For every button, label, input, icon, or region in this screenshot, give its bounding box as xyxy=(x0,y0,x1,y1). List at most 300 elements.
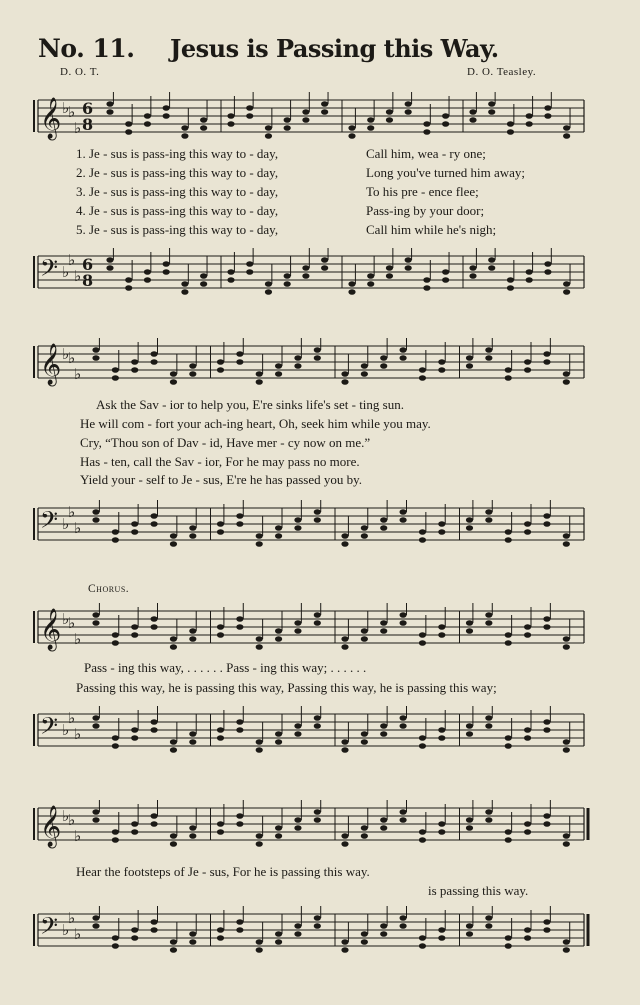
note-head xyxy=(246,261,253,267)
note-head xyxy=(380,363,387,369)
note-head xyxy=(217,367,224,373)
note-head xyxy=(466,825,473,831)
system-1-bass-staff xyxy=(0,248,640,300)
note-head xyxy=(563,739,570,745)
note-head xyxy=(236,513,243,519)
note-head xyxy=(163,261,170,267)
note-head xyxy=(314,915,321,921)
note-head xyxy=(469,117,476,123)
flat-icon: ♭ xyxy=(74,725,82,743)
system-3-treble-staff xyxy=(0,603,640,655)
note-head xyxy=(485,715,492,721)
note-head xyxy=(380,825,387,831)
note-head xyxy=(341,541,348,547)
note-head xyxy=(112,529,119,535)
note-head xyxy=(189,739,196,745)
note-head xyxy=(294,923,301,929)
note-head xyxy=(170,371,177,377)
note-head xyxy=(469,109,476,115)
note-head xyxy=(150,813,157,819)
note-head xyxy=(256,747,263,753)
treble-clef-icon: 𝄞 xyxy=(40,344,62,385)
verse-1-line-b: Call him, wea - ry one; xyxy=(366,146,486,161)
note-head xyxy=(438,624,445,630)
note-head xyxy=(256,379,263,385)
hymn-title: Jesus is Passing this Way. xyxy=(170,34,499,63)
note-head xyxy=(380,723,387,729)
note-head xyxy=(544,261,551,267)
note-head xyxy=(543,624,550,630)
note-head xyxy=(367,273,374,279)
note-head xyxy=(314,355,321,361)
flat-icon: ♭ xyxy=(68,709,76,727)
note-head xyxy=(236,927,243,933)
note-head xyxy=(294,731,301,737)
note-head xyxy=(466,525,473,531)
note-head xyxy=(275,525,282,531)
note-head xyxy=(92,915,99,921)
note-head xyxy=(405,109,412,115)
note-head xyxy=(419,735,426,741)
note-head xyxy=(131,735,138,741)
note-head xyxy=(131,935,138,941)
note-head xyxy=(275,371,282,377)
note-head xyxy=(544,113,551,119)
note-head xyxy=(256,841,263,847)
note-head xyxy=(524,727,531,733)
chorus-line-bass: Passing this way, he is passing this way, Passing this way, he is passing this way; xyxy=(76,680,497,695)
verse-2-line-c: He will com - fort your ach-ing heart, Oh, seek him while you may. xyxy=(80,416,431,431)
note-head xyxy=(294,517,301,523)
note-head xyxy=(399,809,406,815)
note-head xyxy=(505,367,512,373)
note-head xyxy=(361,636,368,642)
note-head xyxy=(227,121,234,127)
note-head xyxy=(419,829,426,835)
note-head xyxy=(150,616,157,622)
note-head xyxy=(125,277,132,283)
flat-icon: ♭ xyxy=(74,630,82,648)
note-head xyxy=(163,105,170,111)
note-head xyxy=(112,837,119,843)
note-head xyxy=(524,367,531,373)
note-head xyxy=(348,125,355,131)
note-head xyxy=(302,109,309,115)
bass-clef-icon: 𝄢 xyxy=(40,506,59,539)
note-head xyxy=(485,612,492,618)
note-head xyxy=(341,379,348,385)
note-head xyxy=(131,632,138,638)
flat-icon: ♭ xyxy=(62,610,70,628)
note-head xyxy=(275,636,282,642)
note-head xyxy=(507,285,514,291)
note-head xyxy=(438,521,445,527)
note-head xyxy=(399,923,406,929)
note-head xyxy=(469,273,476,279)
note-head xyxy=(314,620,321,626)
note-head xyxy=(367,117,374,123)
note-head xyxy=(380,525,387,531)
note-head xyxy=(438,529,445,535)
note-head xyxy=(265,133,272,139)
note-head xyxy=(163,269,170,275)
note-head xyxy=(341,841,348,847)
time-signature-top: 6 xyxy=(82,255,94,274)
note-head xyxy=(438,935,445,941)
note-head xyxy=(314,347,321,353)
note-head xyxy=(125,121,132,127)
note-head xyxy=(217,735,224,741)
flat-icon: ♭ xyxy=(68,503,76,521)
note-head xyxy=(341,947,348,953)
note-head xyxy=(438,727,445,733)
note-head xyxy=(302,273,309,279)
note-head xyxy=(284,273,291,279)
note-head xyxy=(442,277,449,283)
note-head xyxy=(112,943,119,949)
flat-icon: ♭ xyxy=(74,267,82,285)
note-head xyxy=(405,265,412,271)
note-head xyxy=(170,636,177,642)
note-head xyxy=(236,359,243,365)
note-head xyxy=(150,513,157,519)
note-head xyxy=(563,133,570,139)
note-head xyxy=(275,739,282,745)
verse-4-line-a: 4. Je - sus is pass-ing this way to - day, xyxy=(76,203,279,218)
note-head xyxy=(423,285,430,291)
note-head xyxy=(112,632,119,638)
note-head xyxy=(125,129,132,135)
music-credit: D. O. Teasley. xyxy=(467,66,537,78)
flat-icon: ♭ xyxy=(68,349,76,367)
note-head xyxy=(92,723,99,729)
note-head xyxy=(341,747,348,753)
system-3-bass-staff xyxy=(0,706,640,758)
note-head xyxy=(217,727,224,733)
flat-icon: ♭ xyxy=(62,345,70,363)
note-head xyxy=(563,947,570,953)
note-head xyxy=(150,624,157,630)
note-head xyxy=(488,101,495,107)
note-head xyxy=(485,347,492,353)
note-head xyxy=(524,935,531,941)
note-head xyxy=(92,612,99,618)
note-head xyxy=(380,931,387,937)
note-head xyxy=(563,939,570,945)
note-head xyxy=(543,616,550,622)
flat-icon: ♭ xyxy=(68,909,76,927)
note-head xyxy=(419,935,426,941)
note-head xyxy=(563,125,570,131)
note-head xyxy=(170,747,177,753)
flat-icon: ♭ xyxy=(68,103,76,121)
note-head xyxy=(131,829,138,835)
note-head xyxy=(399,612,406,618)
note-head xyxy=(150,359,157,365)
note-head xyxy=(294,620,301,626)
note-head xyxy=(314,923,321,929)
note-head xyxy=(170,947,177,953)
verse-2-line-b: Long you've turned him away; xyxy=(366,165,526,180)
note-head xyxy=(526,113,533,119)
treble-clef-icon: 𝄞 xyxy=(40,609,62,650)
note-head xyxy=(200,281,207,287)
note-head xyxy=(524,359,531,365)
note-head xyxy=(294,723,301,729)
note-head xyxy=(189,833,196,839)
note-head xyxy=(112,537,119,543)
note-head xyxy=(236,624,243,630)
note-head xyxy=(106,265,113,271)
note-head xyxy=(361,533,368,539)
note-head xyxy=(543,719,550,725)
flat-icon: ♭ xyxy=(68,614,76,632)
note-head xyxy=(256,739,263,745)
note-head xyxy=(217,821,224,827)
note-head xyxy=(485,723,492,729)
note-head xyxy=(275,628,282,634)
note-head xyxy=(524,821,531,827)
note-head xyxy=(563,841,570,847)
note-head xyxy=(275,931,282,937)
flat-icon: ♭ xyxy=(74,827,82,845)
note-head xyxy=(524,624,531,630)
note-head xyxy=(386,273,393,279)
note-head xyxy=(92,517,99,523)
note-head xyxy=(563,371,570,377)
verse-1-line-a: 1. Je - sus is pass-ing this way to - day, xyxy=(76,146,279,161)
note-head xyxy=(256,371,263,377)
note-head xyxy=(524,829,531,835)
verse-3-line-a: 3. Je - sus is pass-ing this way to - day, xyxy=(76,184,279,199)
note-head xyxy=(419,743,426,749)
note-head xyxy=(294,825,301,831)
note-head xyxy=(284,281,291,287)
note-head xyxy=(563,833,570,839)
note-head xyxy=(505,735,512,741)
note-head xyxy=(466,923,473,929)
note-head xyxy=(466,363,473,369)
note-head xyxy=(170,833,177,839)
note-head xyxy=(361,833,368,839)
note-head xyxy=(405,101,412,107)
system-2-treble-staff xyxy=(0,338,640,390)
note-head xyxy=(348,281,355,287)
note-head xyxy=(399,817,406,823)
note-head xyxy=(170,841,177,847)
note-head xyxy=(302,265,309,271)
note-head xyxy=(505,529,512,535)
note-head xyxy=(380,517,387,523)
note-head xyxy=(485,355,492,361)
note-head xyxy=(314,612,321,618)
note-head xyxy=(341,939,348,945)
note-head xyxy=(485,817,492,823)
note-head xyxy=(505,743,512,749)
note-head xyxy=(543,813,550,819)
note-head xyxy=(386,265,393,271)
note-head xyxy=(131,529,138,535)
system-4-treble-staff xyxy=(0,800,640,852)
note-head xyxy=(217,632,224,638)
note-head xyxy=(341,739,348,745)
system-4-bass-staff xyxy=(0,906,640,958)
note-head xyxy=(524,632,531,638)
note-head xyxy=(543,927,550,933)
time-signature-bottom: 8 xyxy=(82,115,94,134)
note-head xyxy=(488,109,495,115)
note-head xyxy=(321,257,328,263)
note-head xyxy=(361,939,368,945)
note-head xyxy=(361,525,368,531)
note-head xyxy=(507,277,514,283)
note-head xyxy=(423,129,430,135)
note-head xyxy=(563,541,570,547)
note-head xyxy=(563,747,570,753)
note-head xyxy=(189,939,196,945)
note-head xyxy=(200,117,207,123)
note-head xyxy=(314,715,321,721)
note-head xyxy=(524,735,531,741)
note-head xyxy=(361,825,368,831)
note-head xyxy=(399,723,406,729)
note-head xyxy=(112,743,119,749)
note-head xyxy=(236,919,243,925)
note-head xyxy=(246,105,253,111)
note-head xyxy=(314,517,321,523)
note-head xyxy=(284,117,291,123)
note-head xyxy=(92,923,99,929)
note-head xyxy=(485,923,492,929)
note-head xyxy=(419,367,426,373)
note-head xyxy=(236,719,243,725)
note-head xyxy=(314,723,321,729)
note-head xyxy=(217,529,224,535)
note-head xyxy=(419,837,426,843)
note-head xyxy=(543,727,550,733)
note-head xyxy=(112,640,119,646)
note-head xyxy=(284,125,291,131)
bass-clef-icon: 𝄢 xyxy=(40,254,59,287)
note-head xyxy=(348,133,355,139)
note-head xyxy=(543,359,550,365)
note-head xyxy=(524,529,531,535)
words-credit: D. O. T. xyxy=(60,66,100,78)
note-head xyxy=(256,636,263,642)
note-head xyxy=(112,735,119,741)
note-head xyxy=(563,379,570,385)
note-head xyxy=(200,273,207,279)
note-head xyxy=(163,113,170,119)
note-head xyxy=(438,359,445,365)
note-head xyxy=(419,375,426,381)
final-line-soprano: Hear the footsteps of Je - sus, For he is passing this way. xyxy=(76,864,370,879)
note-head xyxy=(131,624,138,630)
flat-icon: ♭ xyxy=(62,99,70,117)
note-head xyxy=(505,537,512,543)
note-head xyxy=(181,125,188,131)
note-head xyxy=(438,367,445,373)
note-head xyxy=(469,265,476,271)
note-head xyxy=(256,939,263,945)
note-head xyxy=(466,355,473,361)
note-head xyxy=(92,715,99,721)
note-head xyxy=(217,359,224,365)
note-head xyxy=(399,620,406,626)
flat-icon: ♭ xyxy=(68,811,76,829)
note-head xyxy=(92,509,99,515)
verse-1-line-c: Ask the Sav - ior to help you, E're sinks life's set - ting sun. xyxy=(96,397,404,412)
note-head xyxy=(217,624,224,630)
note-head xyxy=(361,363,368,369)
note-head xyxy=(181,133,188,139)
note-head xyxy=(505,943,512,949)
note-head xyxy=(563,281,570,287)
verse-5-line-c: Yield your - self to Je - sus, E're he has passed you by. xyxy=(80,472,363,487)
note-head xyxy=(131,367,138,373)
note-head xyxy=(150,821,157,827)
note-head xyxy=(348,289,355,295)
note-head xyxy=(380,817,387,823)
note-head xyxy=(314,817,321,823)
note-head xyxy=(150,927,157,933)
note-head xyxy=(294,363,301,369)
flat-icon: ♭ xyxy=(74,519,82,537)
treble-clef-icon: 𝄞 xyxy=(40,806,62,847)
note-head xyxy=(442,269,449,275)
note-head xyxy=(321,109,328,115)
note-head xyxy=(265,125,272,131)
flat-icon: ♭ xyxy=(62,921,70,939)
note-head xyxy=(485,517,492,523)
note-head xyxy=(341,636,348,642)
note-head xyxy=(438,821,445,827)
note-head xyxy=(265,289,272,295)
note-head xyxy=(236,521,243,527)
note-head xyxy=(341,644,348,650)
note-head xyxy=(505,935,512,941)
note-head xyxy=(150,719,157,725)
note-head xyxy=(466,620,473,626)
note-head xyxy=(485,915,492,921)
hymn-number: No. 11. xyxy=(38,34,135,63)
note-head xyxy=(227,277,234,283)
note-head xyxy=(294,817,301,823)
note-head xyxy=(217,829,224,835)
note-head xyxy=(543,513,550,519)
note-head xyxy=(131,927,138,933)
note-head xyxy=(112,367,119,373)
bass-clef-icon: 𝄢 xyxy=(40,712,59,745)
chorus-line-soprano: Pass - ing this way, . . . . . . Pass - ing this way; . . . . . . xyxy=(84,660,367,675)
note-head xyxy=(505,375,512,381)
note-head xyxy=(92,817,99,823)
note-head xyxy=(399,915,406,921)
note-head xyxy=(524,927,531,933)
note-head xyxy=(189,628,196,634)
note-head xyxy=(150,727,157,733)
note-head xyxy=(112,375,119,381)
note-head xyxy=(236,351,243,357)
note-head xyxy=(419,943,426,949)
note-head xyxy=(144,277,151,283)
note-head xyxy=(526,121,533,127)
note-head xyxy=(227,269,234,275)
verse-4-line-b: Pass-ing by your door; xyxy=(366,203,485,218)
note-head xyxy=(144,121,151,127)
note-head xyxy=(106,101,113,107)
note-head xyxy=(405,257,412,263)
